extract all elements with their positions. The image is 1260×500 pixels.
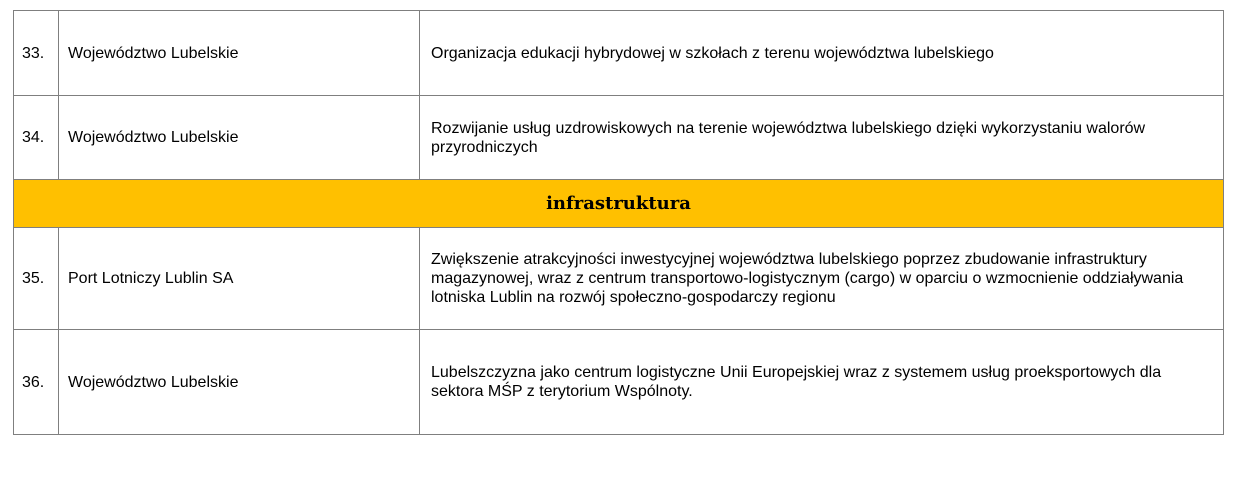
organization-name: Województwo Lubelskie [59, 96, 420, 180]
section-title: infrastruktura [14, 180, 1224, 228]
table-row [14, 11, 1224, 96]
project-description: Organizacja edukacji hybrydowej w szkołach z terenu województwa lubelskiego [420, 11, 1224, 96]
row-number: 33. [14, 11, 59, 96]
table-row [14, 330, 1224, 435]
row-number: 36. [14, 330, 59, 435]
table-row [14, 96, 1224, 180]
project-description: Rozwijanie usług uzdrowiskowych na terenie województwa lubelskiego dzięki wykorzystaniu walorów przyrodniczych [420, 96, 1224, 180]
row-number: 34. [14, 96, 59, 180]
organization-name: Port Lotniczy Lublin SA [59, 228, 420, 330]
organization-name: Województwo Lubelskie [59, 11, 420, 96]
organization-name: Województwo Lubelskie [59, 330, 420, 435]
project-description: Lubelszczyzna jako centrum logistyczne Unii Europejskiej wraz z systemem usług proeksportowych dla sektora MŚP z terytorium Wspólnoty. [420, 330, 1224, 435]
section-header-row [14, 180, 1224, 228]
project-description: Zwiększenie atrakcyjności inwestycyjnej województwa lubelskiego poprzez zbudowanie infrastruktury magazynowej, wraz z centrum transportowo-logistycznym (cargo) w oparciu o wzmocnienie oddziaływania lotniska Lublin na rozwój społeczno-gospodarczy regionu [420, 228, 1224, 330]
table-row [14, 228, 1224, 330]
row-number: 35. [14, 228, 59, 330]
projects-table [13, 10, 1224, 435]
